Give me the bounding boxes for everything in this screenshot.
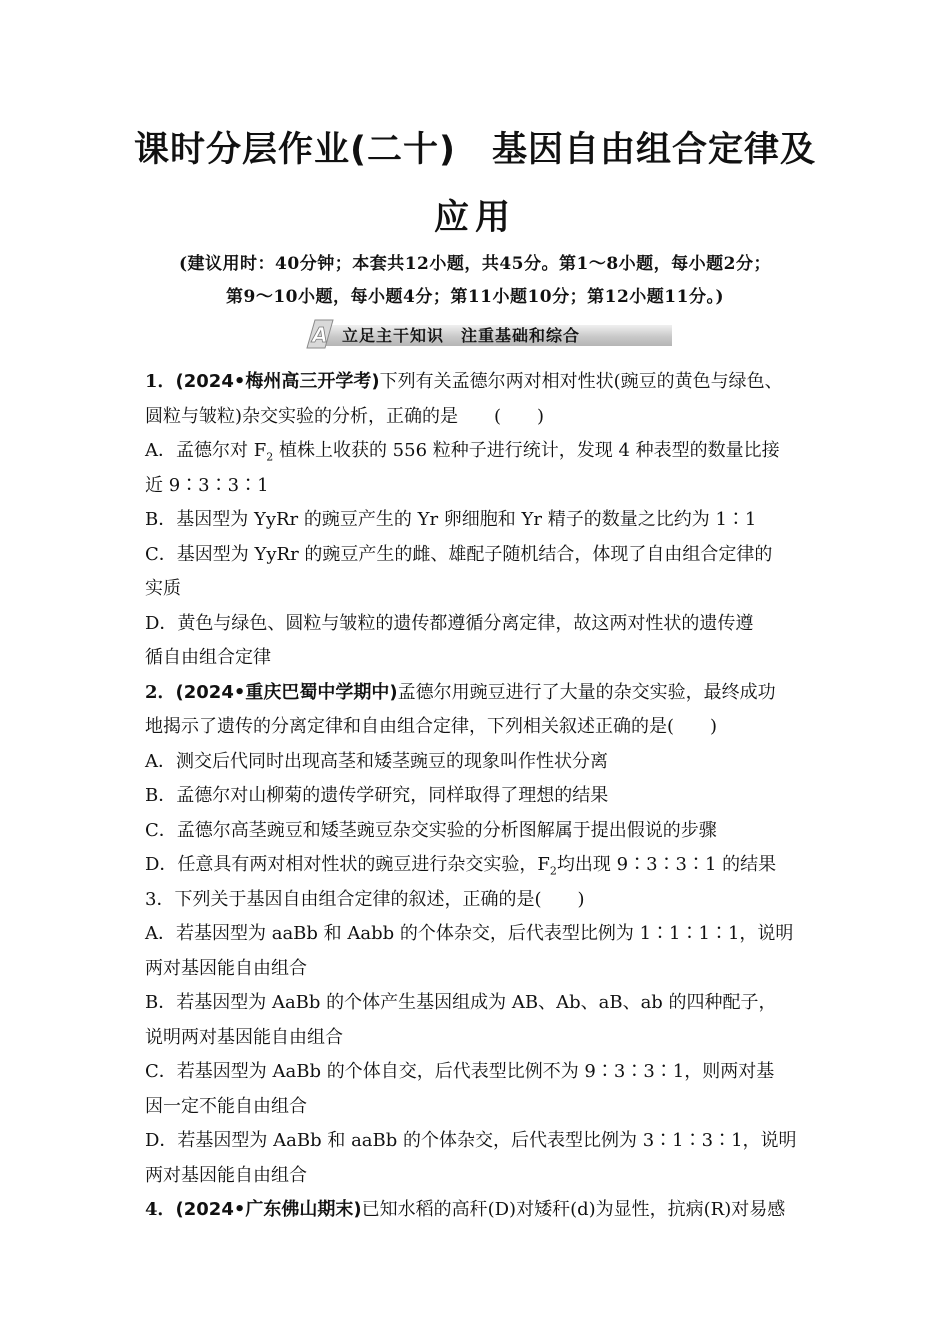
section-a-badge-icon	[306, 319, 334, 349]
question-1-stem-continued: 圆粒与皱粒)杂交实验的分析，正确的是 ( )	[145, 405, 545, 427]
question-3-option-a: A．若基因型为 aaBb 和 Aabb 的个体杂交，后代表型比例为 1∶1∶1∶1，说明	[145, 923, 794, 944]
question-4-source: (2024•广东佛山期末)	[175, 1199, 362, 1220]
question-2-option-b: B．孟德尔对山柳菊的遗传学研究，同样取得了理想的结果	[145, 785, 609, 806]
question-2-option-c: C．孟德尔高茎豌豆和矮茎豌豆杂交实验的分析图解属于提出假说的步骤	[145, 819, 717, 841]
time-note: (建议用时：40分钟；本套共12小题，共45分。第1～8小题，每小题2分；	[179, 254, 771, 274]
question-2-option-a: A．测交后代同时出现高茎和矮茎豌豆的现象叫作性状分离	[145, 750, 608, 772]
time-note-continued: 第9～10小题，每小题4分；第11小题10分；第12小题11分。)	[226, 287, 724, 307]
question-1-option-c-continued: 实质	[145, 578, 181, 599]
question-1-option-c: C．基因型为 YyRr 的豌豆产生的雌、雄配子随机结合，体现了自由组合定律的	[145, 543, 773, 565]
question-3-option-d: D．若基因型为 AaBb 和 aaBb 的个体杂交，后代表型比例为 3∶1∶3∶1，说明	[145, 1130, 797, 1151]
page-title: 课时分层作业(二十) 基因自由组合定律及	[134, 130, 816, 170]
question-1-source: (2024•梅州高三开学考)	[175, 371, 380, 392]
question-4-stem: 4．(2024•广东佛山期末)已知水稻的高秆(D)对矮秆(d)为显性，抗病(R)对易感	[145, 1199, 786, 1220]
question-3-option-d-continued: 两对基因能自由组合	[145, 1164, 307, 1186]
question-3-option-a-continued: 两对基因能自由组合	[145, 957, 307, 979]
question-2-stem-continued: 地揭示了遗传的分离定律和自由组合定律，下列相关叙述正确的是( )	[145, 716, 718, 737]
section-badge-letter: A	[312, 323, 328, 347]
question-2-source: (2024•重庆巴蜀中学期中)	[175, 681, 398, 703]
question-2-stem: 2．(2024•重庆巴蜀中学期中)孟德尔用豌豆进行了大量的杂交实验，最终成功	[145, 681, 776, 703]
page-title-continued: 应用	[433, 198, 516, 238]
question-3-option-b: B．若基因型为 AaBb 的个体产生基因组成为 AB、Ab、aB、ab 的四种配子，	[145, 992, 777, 1013]
question-1-option-d: D．黄色与绿色、圆粒与皱粒的遗传都遵循分离定律，故这两对性状的遗传遵	[145, 612, 754, 634]
section-banner-label: 立足主干知识 注重基础和综合	[342, 326, 581, 345]
question-1-stem: 1．(2024•梅州高三开学考)下列有关孟德尔两对相对性状(豌豆的黄色与绿色、	[145, 371, 783, 392]
question-list	[145, 365, 810, 1228]
question-3-stem: 3．下列关于基因自由组合定律的叙述，正确的是( )	[145, 888, 585, 910]
section-banner	[306, 319, 672, 349]
question-3-option-c-continued: 因一定不能自由组合	[145, 1095, 307, 1117]
question-1-option-a-continued: 近 9∶3∶3∶1	[145, 474, 269, 496]
question-1-option-d-continued: 循自由组合定律	[145, 647, 271, 668]
question-1-option-a: A．孟德尔对 $F_2$ 植株上收获的 556 粒种子进行统计，发现 4 种表型的数量比接	[145, 440, 780, 464]
question-3-option-c: C．若基因型为 AaBb 的个体自交，后代表型比例不为 9∶3∶3∶1，则两对基	[145, 1061, 775, 1082]
question-1-option-b: B．基因型为 YyRr 的豌豆产生的 Yr 卵细胞和 Yr 精子的数量之比约为 1∶1	[145, 509, 757, 530]
question-2-option-d: D．任意具有两对相对性状的豌豆进行杂交实验，$F_2$均出现 9∶3∶3∶1 的结果	[145, 854, 777, 878]
question-3-option-b-continued: 说明两对基因能自由组合	[145, 1026, 343, 1048]
